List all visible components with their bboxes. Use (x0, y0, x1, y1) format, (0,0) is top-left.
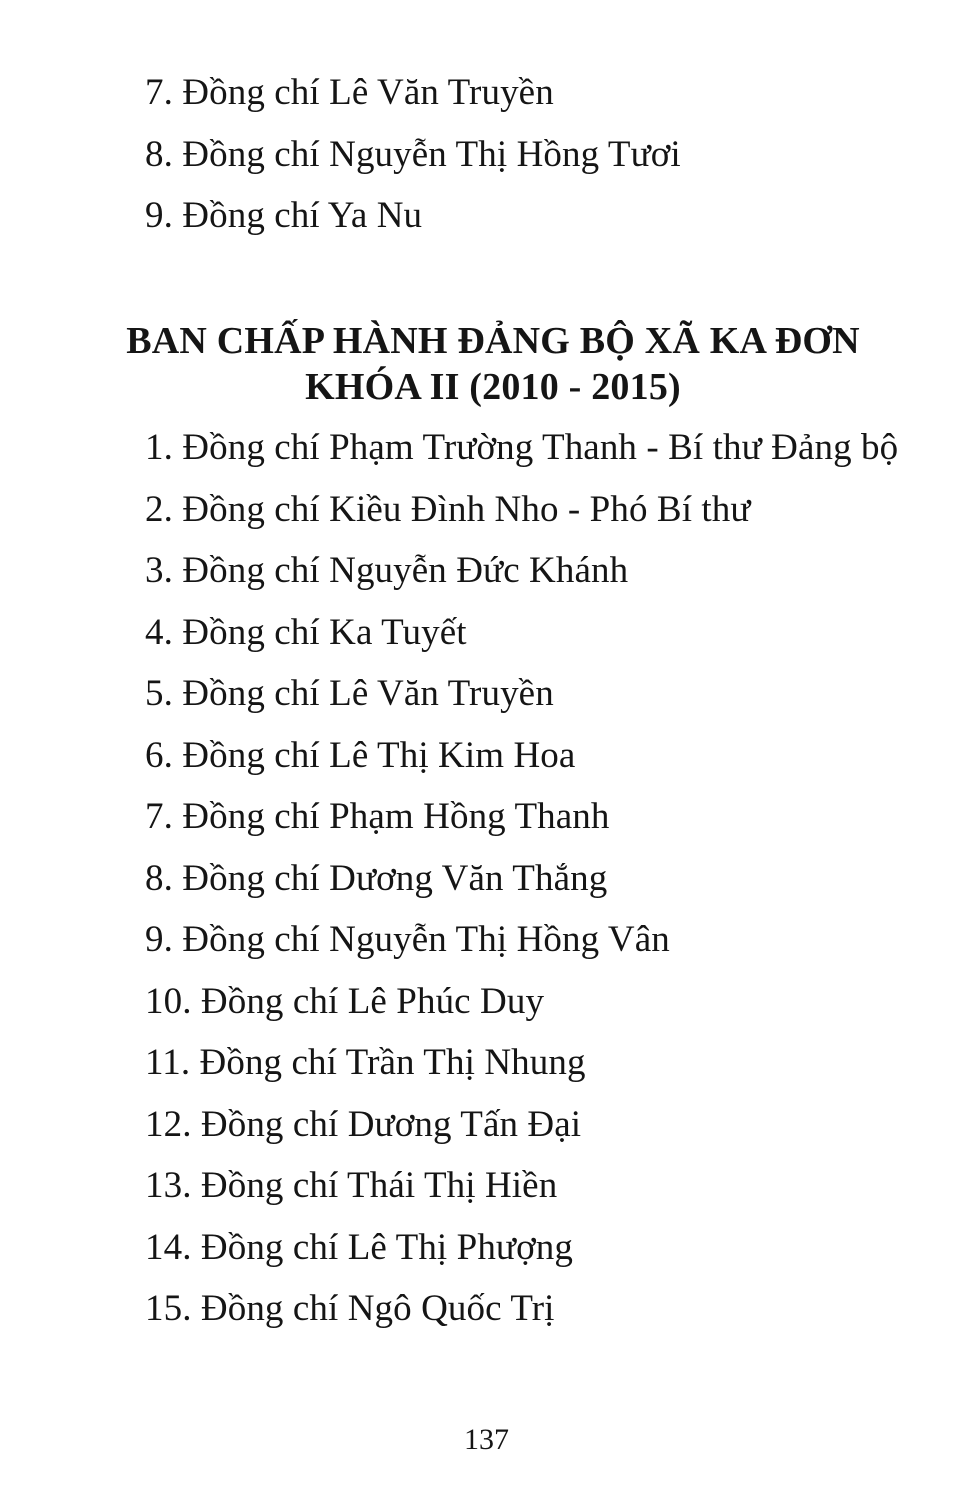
list-item: 7. Đồng chí Lê Văn Truyền (145, 72, 554, 113)
previous-members-list (145, 62, 681, 247)
list-item: 14. Đồng chí Lê Thị Phượng (145, 1226, 573, 1268)
committee-members-list (145, 417, 898, 1340)
list-item: 15. Đồng chí Ngô Quốc Trị (145, 1288, 555, 1329)
list-item: 9. Đồng chí Ya Nu (145, 195, 423, 236)
list-item: 12. Đồng chí Dương Tấn Đại (145, 1103, 582, 1145)
section-title-line-1: BAN CHẤP HÀNH ĐẢNG BỘ XÃ KA ĐƠN (126, 320, 860, 362)
list-item: 5. Đồng chí Lê Văn Truyền (145, 673, 554, 714)
list-item: 7. Đồng chí Phạm Hồng Thanh (145, 796, 610, 837)
section-heading (0, 318, 973, 410)
list-item: 11. Đồng chí Trần Thị Nhung (145, 1042, 586, 1083)
page-number: 137 (464, 1423, 509, 1456)
list-item: 2. Đồng chí Kiều Đình Nho - Phó Bí thư (145, 488, 751, 530)
list-item: 10. Đồng chí Lê Phúc Duy (145, 980, 545, 1022)
list-item: 9. Đồng chí Nguyễn Thị Hồng Vân (145, 919, 670, 960)
list-item: 13. Đồng chí Thái Thị Hiền (145, 1165, 558, 1206)
section-title-line-2: KHÓA II (2010 - 2015) (305, 366, 681, 408)
list-item: 1. Đồng chí Phạm Trường Thanh - Bí thư Đảng bộ (145, 427, 899, 468)
list-item: 4. Đồng chí Ka Tuyết (145, 611, 467, 653)
list-item: 6. Đồng chí Lê Thị Kim Hoa (145, 734, 576, 776)
list-item: 3. Đồng chí Nguyễn Đức Khánh (145, 550, 629, 591)
list-item: 8. Đồng chí Dương Văn Thắng (145, 857, 608, 899)
list-item: 8. Đồng chí Nguyễn Thị Hồng Tươi (145, 133, 681, 175)
